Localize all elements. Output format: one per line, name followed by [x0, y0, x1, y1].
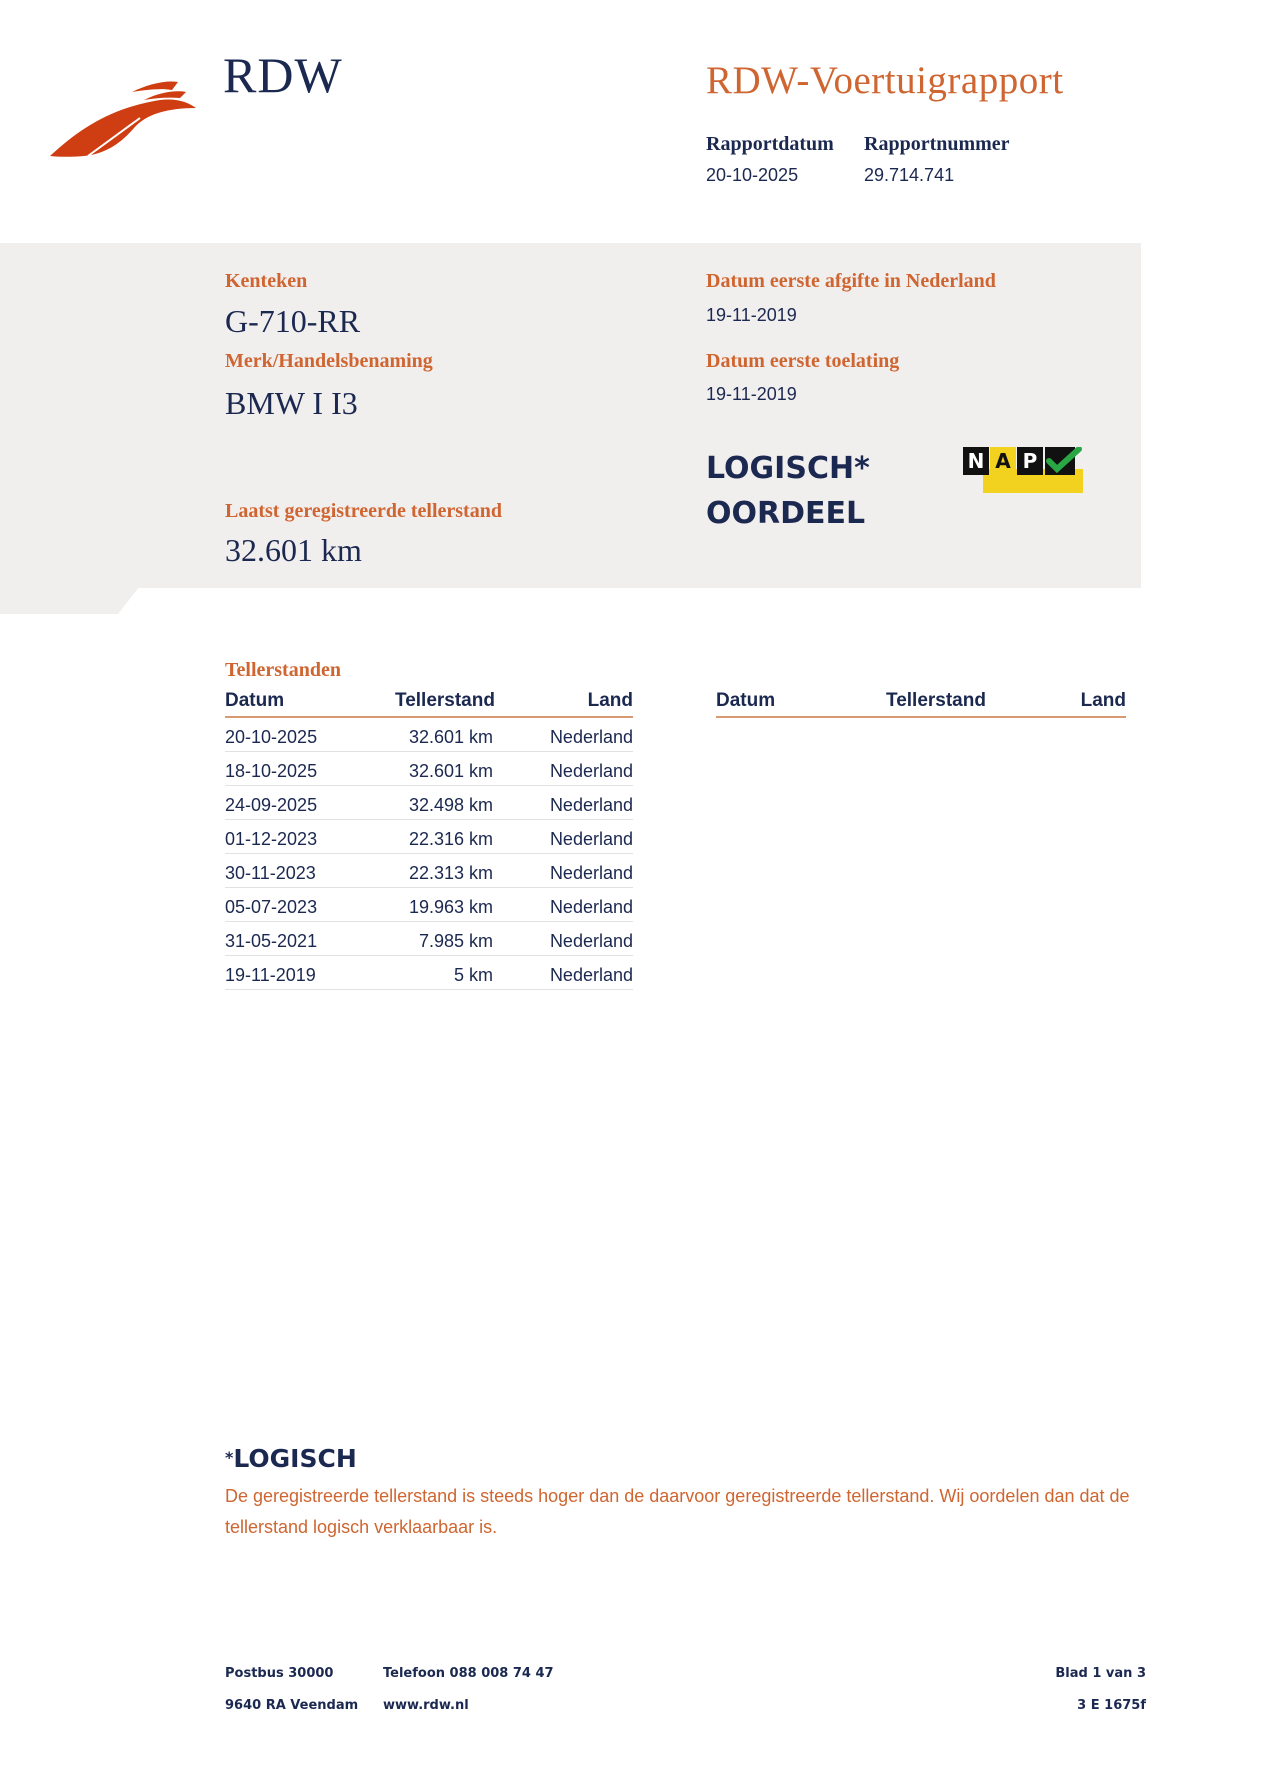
col-date-header-right: Datum	[716, 690, 776, 711]
cell-odometer: 32.601 km	[408, 727, 493, 747]
cell-odometer: 19.963 km	[408, 897, 493, 917]
cell-date: 18-10-2025	[225, 761, 318, 781]
cell-country: Nederland	[549, 965, 633, 985]
nap-badge	[963, 447, 1083, 493]
table-row	[225, 752, 633, 786]
table-row	[225, 888, 633, 922]
cell-date: 01-12-2023	[225, 829, 318, 849]
cell-odometer: 5 km	[453, 965, 493, 985]
report-number-label: Rapportnummer	[864, 133, 1010, 155]
footnote-title	[225, 1444, 357, 1473]
footer-address-1: Postbus 30000	[225, 1666, 334, 1681]
readings-rows	[225, 718, 633, 990]
report-number: 29.714.741	[864, 165, 955, 185]
cell-date: 31-05-2021	[225, 931, 318, 951]
footer-phone: Telefoon 088 008 74 47	[383, 1666, 554, 1681]
col-date-header: Datum	[225, 690, 285, 711]
table-row	[225, 820, 633, 854]
report-date: 20-10-2025	[706, 165, 799, 185]
first-admission-value: 19-11-2019	[706, 384, 797, 404]
plate-label: Kenteken	[225, 270, 308, 292]
brand-value: BMW I I3	[225, 385, 358, 421]
cell-country: Nederland	[549, 761, 633, 781]
cell-odometer: 22.316 km	[408, 829, 493, 849]
cell-date: 20-10-2025	[225, 727, 318, 747]
nap-letter-n: N	[963, 447, 989, 475]
footnote-star: *	[225, 1448, 234, 1467]
nap-letter-a: A	[990, 447, 1016, 475]
checkmark-icon	[1045, 447, 1083, 477]
report-date-label: Rapportdatum	[706, 133, 834, 155]
table-row	[225, 956, 633, 990]
cell-country: Nederland	[549, 829, 633, 849]
first-admission-label: Datum eerste toelating	[706, 350, 900, 372]
cell-odometer: 32.601 km	[408, 761, 493, 781]
cell-country: Nederland	[549, 897, 633, 917]
table-row	[225, 854, 633, 888]
cell-odometer: 7.985 km	[418, 931, 493, 951]
footer-address-2: 9640 RA Veendam	[225, 1698, 359, 1713]
brand-name: RDW	[223, 47, 343, 103]
cell-country: Nederland	[549, 863, 633, 883]
col-odometer-header-right: Tellerstand	[886, 690, 986, 711]
cell-odometer: 32.498 km	[408, 795, 493, 815]
table-row	[225, 718, 633, 752]
panel-tab-decoration	[0, 586, 140, 616]
cell-date: 30-11-2023	[225, 863, 316, 883]
readings-title: Tellerstanden	[225, 659, 341, 681]
odometer-value: 32.601 km	[225, 532, 362, 568]
footer-page-number: Blad 1 van 3	[1055, 1666, 1146, 1681]
footer-document-code: 3 E 1675f	[1077, 1698, 1146, 1713]
verdict-line-1: LOGISCH*	[706, 451, 870, 486]
table-row	[225, 922, 633, 956]
cell-date: 24-09-2025	[225, 795, 318, 815]
vehicle-summary-panel	[0, 243, 1141, 588]
first-issue-nl-label: Datum eerste afgifte in Nederland	[706, 270, 996, 292]
col-country-header: Land	[587, 690, 633, 711]
cell-country: Nederland	[549, 727, 633, 747]
readings-header-row-right	[716, 690, 1126, 716]
brand-label: Merk/Handelsbenaming	[225, 350, 433, 372]
cell-date: 19-11-2019	[225, 965, 316, 985]
header-divider-right	[716, 716, 1126, 718]
cell-date: 05-07-2023	[225, 897, 318, 917]
odometer-label: Laatst geregistreerde tellerstand	[225, 500, 502, 522]
readings-table-right	[716, 690, 1126, 718]
cell-country: Nederland	[549, 795, 633, 815]
rdw-logo	[48, 78, 198, 165]
footnote-text: De geregistreerde tellerstand is steeds hoger dan de daarvoor geregistreerde tellerstand. Wij oordelen dan dat de tellerstand logisch verklaarbaar is.	[225, 1486, 1130, 1537]
plate-value: G-710-RR	[225, 303, 361, 339]
nap-letter-p: P	[1017, 447, 1043, 475]
readings-header-row	[225, 690, 633, 716]
footnote-title-text: LOGISCH	[233, 1444, 357, 1473]
footer-website-link[interactable]: www.rdw.nl	[383, 1698, 469, 1713]
cell-odometer: 22.313 km	[408, 863, 493, 883]
table-row	[225, 786, 633, 820]
report-title: RDW-Voertuigrapport	[706, 59, 1064, 102]
verdict-line-2: OORDEEL	[706, 496, 866, 531]
readings-table	[225, 690, 633, 990]
cell-country: Nederland	[549, 931, 633, 951]
first-issue-nl-value: 19-11-2019	[706, 305, 797, 325]
col-country-header-right: Land	[1080, 690, 1126, 711]
col-odometer-header: Tellerstand	[395, 690, 495, 711]
